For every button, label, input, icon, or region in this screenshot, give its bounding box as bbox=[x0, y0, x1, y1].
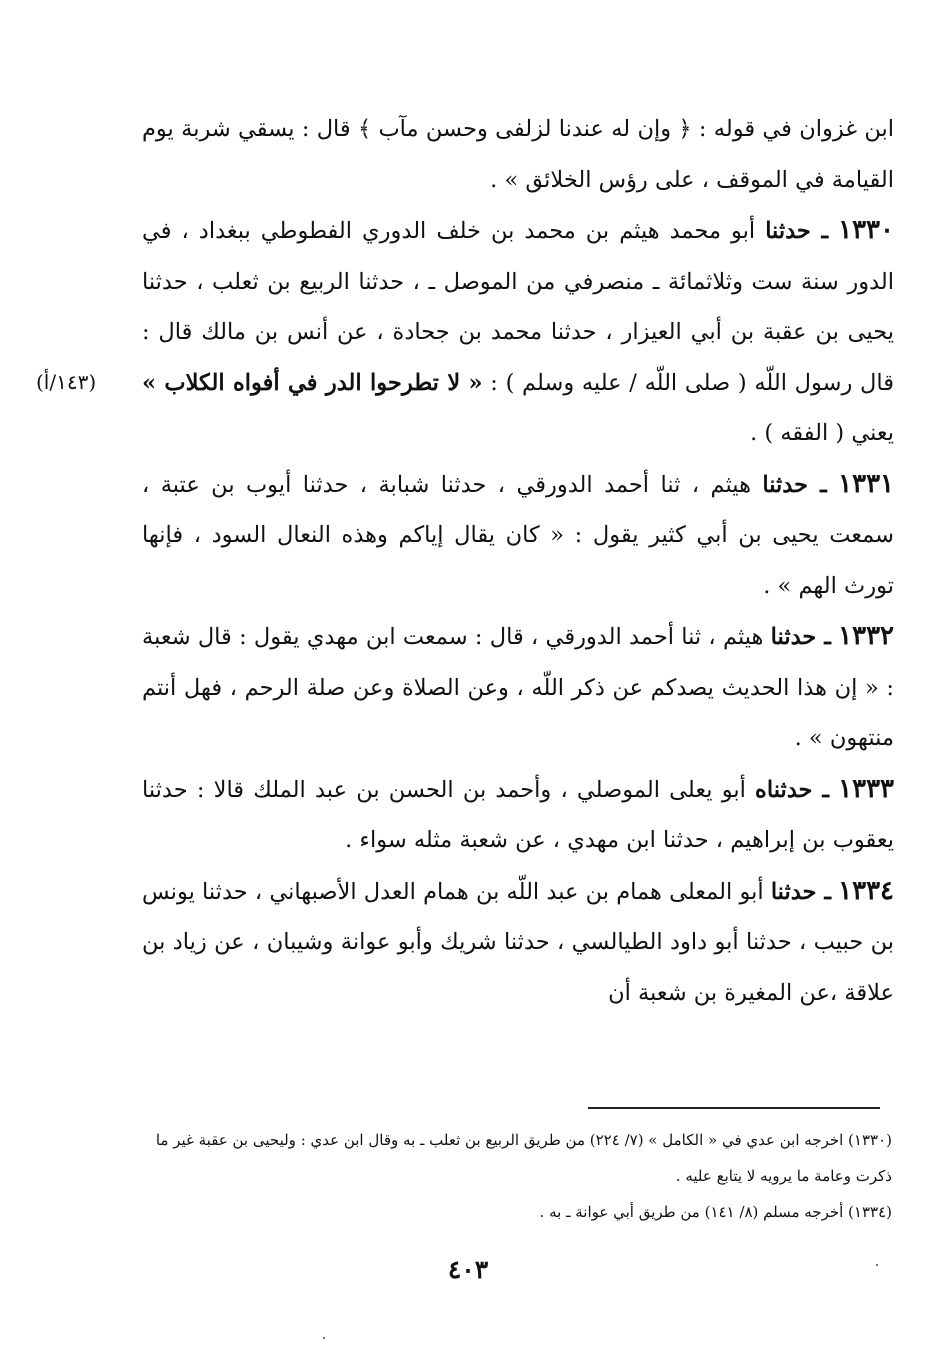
scan-speck bbox=[876, 1264, 878, 1266]
entry-1333 bbox=[142, 764, 894, 866]
entry-quote: « لا تطرحوا الدر في أفواه الكلاب » bbox=[142, 369, 483, 396]
footnote-separator bbox=[588, 1107, 880, 1109]
footnotes bbox=[148, 1122, 892, 1230]
entry-text: أبو المعلى همام بن عبد اللّه بن همام العدل الأصبهاني ، حدثنا يونس بن حبيب ، حدثنا أبو داود الطيالسي ، حدثنا شريك وأبو عوانة وشيبان ، عن زياد بن علاقة ،عن المغيرة بن شعبة أن bbox=[142, 878, 894, 1006]
intro-paragraph: ابن غزوان في قوله : ﴿ وإن له عندنا لزلفى وحسن مآب ﴾ قال : يسقي شربة يوم القيامة في الموقف ، على رؤس الخلائق » . bbox=[142, 116, 894, 193]
manuscript-folio-reference: (١٤٣/أ) bbox=[36, 370, 97, 394]
entry-lead: ـ حدثناه bbox=[755, 776, 829, 803]
entry-text: هيثم ، ثنا أحمد الدورقي ، حدثنا شبابة ، حدثنا أيوب بن عتبة ، سمعت يحيى بن أبي كثير يقول : « كان يقال إياكم وهذه النعال السود ، فإنها تورث الهم » . bbox=[142, 471, 894, 599]
entry-text: أبو محمد هيثم بن محمد بن خلف الدوري الفطوطي ببغداد ، في الدور سنة ست وثلاثمائة ـ منصرفي من الموصل ـ ، حدثنا الربيع بن ثعلب ، حدثنا يحيى بن عقبة بن أبي العيزار ، حدثنا محمد بن جحادة ، عن أنس بن مالك قال : قال رسول اللّه ( صلى اللّه / عليه وسلم ) : bbox=[142, 218, 894, 396]
entry-number: ١٣٣٤ bbox=[838, 875, 895, 906]
entry-1331 bbox=[142, 459, 894, 612]
entry-lead: ـ حدثنا bbox=[770, 878, 831, 905]
entry-text: هيثم ، ثنا أحمد الدورقي ، قال : سمعت ابن مهدي يقول : قال شعبة : « إن هذا الحديث يصدكم عن ذكر اللّه ، وعن الصلاة وعن صلة الرحم ، فهل أنتم منتهون » . bbox=[142, 624, 894, 751]
scan-speck bbox=[323, 1337, 325, 1339]
entry-lead: ـ حدثنا bbox=[762, 471, 827, 498]
entry-number: ١٣٣٠ bbox=[838, 215, 894, 245]
page-number: ٤٠٣ bbox=[447, 1255, 489, 1284]
entry-1332 bbox=[142, 611, 894, 764]
footnote-1334: (١٣٣٤) أخرجه مسلم (٨/ ١٤١) من طريق أبي عوانة ـ به . bbox=[539, 1203, 892, 1221]
footnote-1330: (١٣٣٠) اخرجه ابن عدي في « الكامل » (٧/ ٢٢٤) من طريق الربيع بن ثعلب ـ به وقال ابن عدي : وليحيى بن عقبة غير ما ذكرت وعامة ما يرويه لا يتابع عليه . bbox=[155, 1131, 892, 1185]
entry-lead: ـ حدثنا bbox=[770, 624, 831, 650]
entry-lead: ـ حدثنا bbox=[765, 218, 829, 244]
main-text bbox=[142, 104, 894, 1018]
entry-number: ١٣٣٣ bbox=[838, 773, 894, 804]
entry-tail: يعني ( الفقه ) . bbox=[750, 420, 894, 446]
entry-1334 bbox=[142, 866, 894, 1019]
entry-number: ١٣٣١ bbox=[838, 468, 894, 499]
entry-text: أبو يعلى الموصلي ، وأحمد بن الحسن بن عبد الملك قالا : حدثنا يعقوب بن إبراهيم ، حدثنا ابن مهدي ، عن شعبة مثله سواء . bbox=[142, 776, 894, 853]
entry-1330 bbox=[142, 205, 894, 459]
entry-number: ١٣٣٢ bbox=[838, 621, 894, 651]
